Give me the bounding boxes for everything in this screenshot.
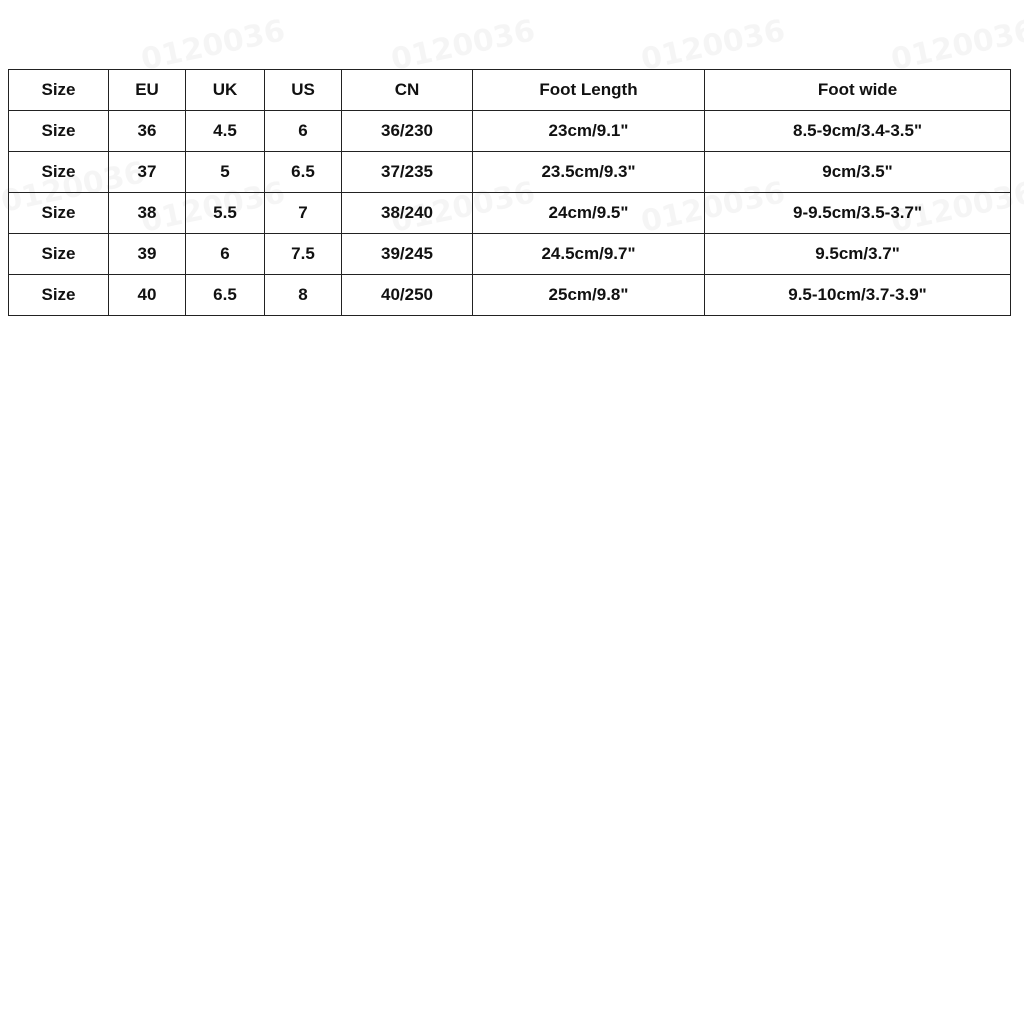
table-row — [9, 152, 1011, 193]
column-header: CN — [342, 70, 473, 111]
column-header: US — [265, 70, 342, 111]
table-cell: 7.5 — [265, 234, 342, 275]
table-cell: 7 — [265, 193, 342, 234]
column-header: Foot Length — [473, 70, 705, 111]
column-header: Size — [9, 70, 109, 111]
table-cell: 39 — [109, 234, 186, 275]
table-row — [9, 234, 1011, 275]
table-header-row — [9, 70, 1011, 111]
table-cell: 9.5cm/3.7" — [705, 234, 1011, 275]
table-row — [9, 275, 1011, 316]
table-cell: 9cm/3.5" — [705, 152, 1011, 193]
table-cell: 39/245 — [342, 234, 473, 275]
table-cell: 6.5 — [265, 152, 342, 193]
table-cell: Size — [9, 152, 109, 193]
table-cell: 37/235 — [342, 152, 473, 193]
table-cell: 25cm/9.8" — [473, 275, 705, 316]
table-cell: Size — [9, 234, 109, 275]
size-chart-table — [8, 69, 1011, 316]
table-cell: 24cm/9.5" — [473, 193, 705, 234]
table-cell: 38 — [109, 193, 186, 234]
table-cell: 36/230 — [342, 111, 473, 152]
table-cell: 5.5 — [186, 193, 265, 234]
table-cell: 8.5-9cm/3.4-3.5" — [705, 111, 1011, 152]
column-header: EU — [109, 70, 186, 111]
table-cell: 38/240 — [342, 193, 473, 234]
table-cell: 40/250 — [342, 275, 473, 316]
column-header: Foot wide — [705, 70, 1011, 111]
table-cell: 4.5 — [186, 111, 265, 152]
table-cell: 5 — [186, 152, 265, 193]
table-row — [9, 111, 1011, 152]
table-cell: 23.5cm/9.3" — [473, 152, 705, 193]
table-cell: 6.5 — [186, 275, 265, 316]
table-cell: Size — [9, 111, 109, 152]
table-cell: 24.5cm/9.7" — [473, 234, 705, 275]
table-cell: 6 — [265, 111, 342, 152]
table-cell: 40 — [109, 275, 186, 316]
table-cell: Size — [9, 193, 109, 234]
table-cell: 6 — [186, 234, 265, 275]
table-cell: 23cm/9.1" — [473, 111, 705, 152]
table-cell: Size — [9, 275, 109, 316]
table-cell: 9-9.5cm/3.5-3.7" — [705, 193, 1011, 234]
table-cell: 36 — [109, 111, 186, 152]
table-cell: 8 — [265, 275, 342, 316]
table-cell: 37 — [109, 152, 186, 193]
table-row — [9, 193, 1011, 234]
table-cell: 9.5-10cm/3.7-3.9" — [705, 275, 1011, 316]
column-header: UK — [186, 70, 265, 111]
